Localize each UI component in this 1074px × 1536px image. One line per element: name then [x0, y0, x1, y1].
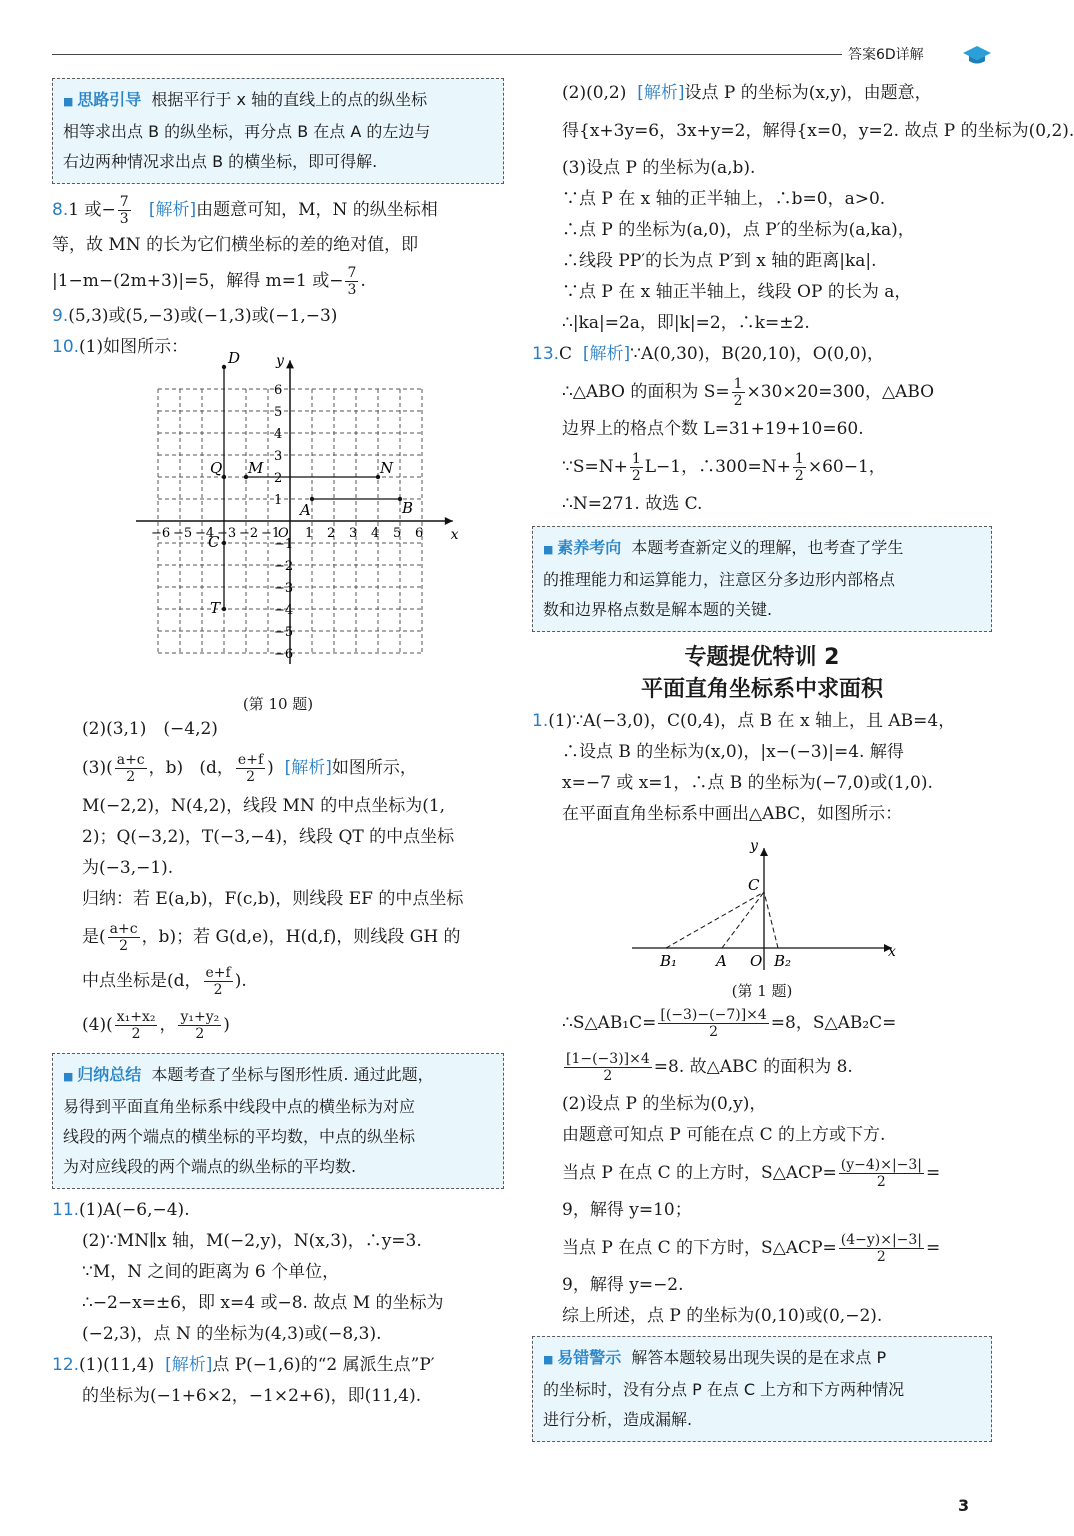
- summary-box: ■ 归纳总结 本题考查了坐标与图形性质. 通过此题， 易得到平面直角坐标系中线段中点的横坐标为对应 线段的两个端点的横坐标的平均数，中点的纵坐标 为对应线段的两个端点的纵坐标的平均数.: [52, 1053, 504, 1189]
- graduation-cap-icon: [962, 44, 992, 66]
- x-tick-label: 2: [327, 526, 336, 541]
- x-tick-label: 3: [349, 526, 358, 541]
- figure-1-caption: (第 1 题): [731, 982, 793, 1000]
- section-heading: 专题提优特训 2 平面直角坐标系中求面积: [640, 645, 883, 702]
- coordinate-grid-figure: [52, 349, 504, 693]
- question-8: 8.1 或− $\frac{7}{3}$ [解析]由题意可知，M，N 的纵坐标相 等，故 MN 的长为它们横坐标的差的绝对值，即 |1−m−(2m+3)|=5，解得 m=1 或− $\frac{7}{3}$ .: [52, 194, 438, 298]
- point-T: [222, 607, 226, 611]
- x-axis-label: x: [450, 527, 459, 543]
- point-label-B: B: [402, 499, 414, 517]
- point-label-T: T: [210, 599, 221, 617]
- label-C: C: [748, 876, 760, 894]
- origin-label: O: [278, 526, 289, 541]
- y-tick-label: −1: [274, 537, 294, 552]
- question-9: 9.(5,3)或(5,−3)或(−1,3)或(−1,−3): [52, 306, 338, 326]
- label-O: O: [750, 952, 763, 970]
- point-label-C: C: [208, 533, 220, 551]
- y-tick-label: 5: [274, 405, 283, 420]
- page-number: 3: [958, 1496, 970, 1515]
- y-tick-label: −3: [274, 581, 294, 596]
- dashed-B1C: [666, 892, 764, 948]
- label-B2: B₂: [774, 952, 792, 970]
- y-tick-label: 4: [274, 427, 283, 442]
- point-D: [222, 365, 226, 369]
- header-label: 答案6D详解: [848, 47, 924, 63]
- y-tick-label: −6: [274, 647, 294, 662]
- x-tick-label: −6: [151, 526, 171, 541]
- y-tick-label: 3: [274, 449, 283, 464]
- question-11: 11.(1)A(−6,−4). (2)∵MN∥x 轴，M(−2,y)，N(x,3)，∴y=3. ∵M，N 之间的距离为 6 个单位， ∴−2−x=±6，即 x=4 或−8. 故点 M 的坐标为 (−2,3)，点 N 的坐标为(4,3)或(−8,3).: [52, 1200, 444, 1344]
- point-label-D: D: [228, 349, 241, 367]
- x-tick-label: 1: [305, 526, 314, 541]
- y-tick-label: 6: [274, 383, 283, 398]
- y-tick-label: 1: [274, 493, 283, 508]
- x-tick-label: −2: [239, 526, 259, 541]
- question-10: 10.(1)如图所示： x y O −6 −5 −4 −3 −2 −1 1 2 3 4 5 6 6 5 4 3 2 1 −1 −2 −3 −4 −5 −6 D Q M N A B C T (第 10 题) (2)(3,1) (−4,2) (3)( $\frac{a+c}{2}$ ，b) (d， $\frac{e+f}{2}$ ) [解析]如图所示， M(−2,2)，N(4,2)，线段 MN 的中点坐标为(1, 2)；Q(−3,2)，T(−3,−4)，线段 QT 的中点坐标 为(−3,−1). 归纳：若 E(a,b)，F(c,b)，则线段 EF 的中点坐标 是( $\frac{a+c}{2}$ ，b)；若 G(d,e)，H(d,f)，则线段 GH 的 中点坐标是(d， $\frac{e+f}{2}$ ). (4)( $\frac{\text{x₁+x₂}}{2}$ ， $\frac{\text{y₁+y₂}}{2}$ ): [52, 332, 504, 1047]
- y-tick-label: −2: [274, 559, 294, 574]
- header-rule: [52, 54, 842, 55]
- y-tick-label: 2: [274, 471, 283, 486]
- y-tick-label: −4: [274, 603, 294, 618]
- x-axis-arrow: [445, 517, 453, 525]
- question-12-continued: (2)(0,2) [解析]设点 P 的坐标为(x,y)，由题意， 得{x+3y=6，3x+y=2，解得{x=0，y=2. 故点 P 的坐标为(0,2). (3)设点 P 的坐标为(a,b). ∵点 P 在 x 轴的正半轴上，∴b=0，a>0. ∴点 P 的坐标为(a,0)，点 P′的坐标为(a,ka)， ∴线段 PP′的长为点 P′到 x 轴的距离|ka|. ∵点 P 在 x 轴正半轴上，线段 OP 的长为 a， ∴|ka|=2a，即|k|=2，∴k=±2.: [562, 83, 1074, 333]
- point-label-A: A: [300, 501, 311, 519]
- y-axis-arrow: [760, 848, 768, 856]
- warning-box: ■ 易错警示 解答本题较易出现失误的是在求点 P 的坐标时，没有分点 P 在点 C 上方和下方两种情况 进行分析，造成漏解.: [532, 1336, 992, 1442]
- x-tick-label: 4: [371, 526, 380, 541]
- topic-question-1: 1.(1)∵A(−3,0)，C(0,4)，点 B 在 x 轴上，且 AB=4， ∴设点 B 的坐标为(x,0)，|x−(−3)|=4. 解得 x=−7 或 x=1，∴点 B 的坐标为(−7,0)或(1,0). 在平面直角坐标系中画出△ABC，如图所示： x y B₁ A O B₂ C (第 1 题) ∴S△AB₁C= $\frac{[(-3)-(-7)]\times 4}{2}$ =8，S△AB₂C= $\frac{[1-(-3)]\times 4}{2}$ =8. 故△ABC 的面积为 8. (2)设点 P 的坐标为(0,y)， 由题意可知点 P 可能在点 C 的上方或下方. 当点 P 在点 C 的上方时，S△ACP= $\frac{(y-4)\times|-3|}{2}$ = 9，解得 y=10； 当点 P 在点 C 的下方时，S△ACP= $\frac{(4-y)\times|-3|}{2}$ = 9，解得 y=−2. 综上所述，点 P 的坐标为(0,10)或(0,−2).: [532, 706, 992, 1332]
- figure-10-caption: (第 10 题): [242, 695, 314, 713]
- point-label-M: M: [248, 459, 264, 477]
- y-axis-label: y: [276, 352, 284, 369]
- x-tick-label: −3: [217, 526, 237, 541]
- x-tick-label: −4: [195, 526, 215, 541]
- question-12: 12.(1)(11,4) [解析]点 P(−1,6)的“2 属派生点”P′ 的坐标为(−1+6×2，−1×2+6)，即(11,4).: [52, 1355, 435, 1406]
- x-tick-label: 5: [393, 526, 402, 541]
- point-C: [222, 541, 226, 545]
- x-axis-label: x: [888, 944, 896, 960]
- y-tick-label: −5: [274, 625, 294, 640]
- label-B1: B₁: [660, 952, 678, 970]
- x-tick-label: −5: [173, 526, 193, 541]
- triangle-figure: [532, 830, 992, 980]
- point-Q: [222, 475, 226, 479]
- dashed-B2C: [764, 892, 778, 948]
- x-tick-label: −1: [261, 526, 281, 541]
- point-label-N: N: [380, 459, 394, 477]
- left-column: [52, 78, 504, 1412]
- point-label-Q: Q: [210, 459, 223, 477]
- literacy-box: ■ 素养考向 本题考查新定义的理解，也考查了学生 的推理能力和运算能力，注意区分多边形内部格点 数和边界格点数是解本题的关键.: [532, 526, 992, 632]
- y-axis-label: y: [750, 838, 758, 854]
- question-13: 13.C [解析]∵A(0,30)，B(20,10)，O(0,0)， ∴△ABO 的面积为 S= $\frac{1}{2}$ ×30×20=300，△ABO 边界上的格点个数 L=31+19+10=60. ∵S=N+ $\frac{1}{2}$ L−1，∴300=N+ $\frac{1}{2}$ ×60−1， ∴N=271. 故选 C.: [532, 344, 935, 514]
- dashed-AC: [722, 892, 764, 948]
- x-tick-label: 6: [415, 526, 424, 541]
- hint-box: ■ 思路引导 根据平行于 x 轴的直线上的点的纵坐标 相等求出点 B 的纵坐标，再分点 B 在点 A 的左边与 右边两种情况求出点 B 的横坐标，即可得解.: [52, 78, 504, 184]
- label-A: A: [716, 952, 727, 970]
- right-column: [532, 78, 1074, 1442]
